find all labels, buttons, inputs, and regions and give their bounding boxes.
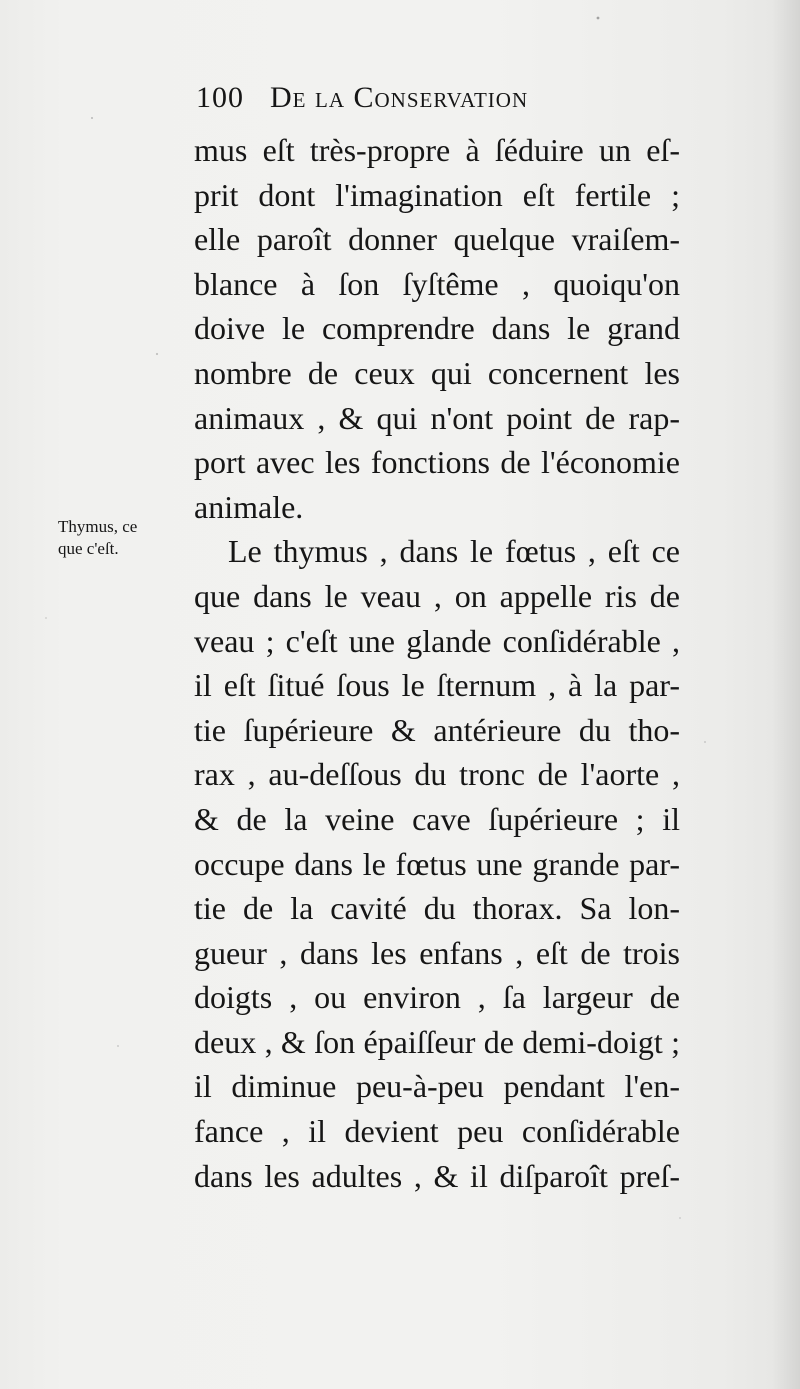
text-line: elle paroît donner quelque vraiſem- [194, 221, 680, 258]
running-title: De la Conservation [270, 81, 529, 114]
paragraph-end-line: animale. [194, 488, 304, 525]
text-line: mus eſt très-propre à ſéduire un eſ- [194, 132, 680, 168]
text-line: prit dont l'imagination eſt fertile ; [194, 176, 680, 213]
page-edge-shadow [772, 0, 800, 1389]
text-line: veau ; c'eſt une glande conſidérable , [194, 622, 680, 659]
text-line: il eſt ſitué ſous le ſternum , à la par- [194, 667, 680, 704]
text-line: il diminue peu-à-peu pendant l'en- [194, 1068, 680, 1105]
page-number: 100 [196, 81, 244, 114]
text-line: tie ſupérieure & antérieure du tho- [194, 711, 680, 748]
marginal-note-line: Thymus, ce [58, 517, 138, 536]
text-line: & de la veine cave ſupérieure ; il [194, 800, 680, 837]
text-line: que dans le veau , on appelle ris de [194, 577, 680, 614]
text-line: port avec les fonctions de l'économie [194, 444, 680, 481]
text-line: doigts , ou environ , ſa largeur de [194, 979, 680, 1016]
text-line: fance , il devient peu conſidérable [194, 1113, 680, 1150]
running-head [196, 78, 616, 118]
text-line: rax , au-deſſous du tronc de l'aorte , [194, 756, 680, 793]
text-line: deux , & ſon épaiſſeur de demi-doigt ; [194, 1023, 680, 1060]
text-line: gueur , dans les enfans , eſt de trois [194, 934, 680, 971]
text-line: doive le comprendre dans le grand [194, 310, 680, 347]
paragraph-start-line: Le thymus , dans le fœtus , eſt ce [228, 533, 680, 570]
text-line: blance à ſon ſyſtême , quoiqu'on [194, 265, 680, 302]
text-line: nombre de ceux qui concernent les [194, 354, 680, 391]
marginal-note-line: que c'eſt. [58, 539, 119, 558]
body-text [194, 128, 680, 1198]
text-line: tie de la cavité du thorax. Sa lon- [194, 890, 680, 927]
text-line: animaux , & qui n'ont point de rap- [194, 399, 680, 436]
marginal-note [58, 516, 188, 560]
text-line: dans les adultes , & il diſparoît preſ- [194, 1157, 680, 1194]
text-line: occupe dans le fœtus une grande par- [194, 845, 680, 882]
